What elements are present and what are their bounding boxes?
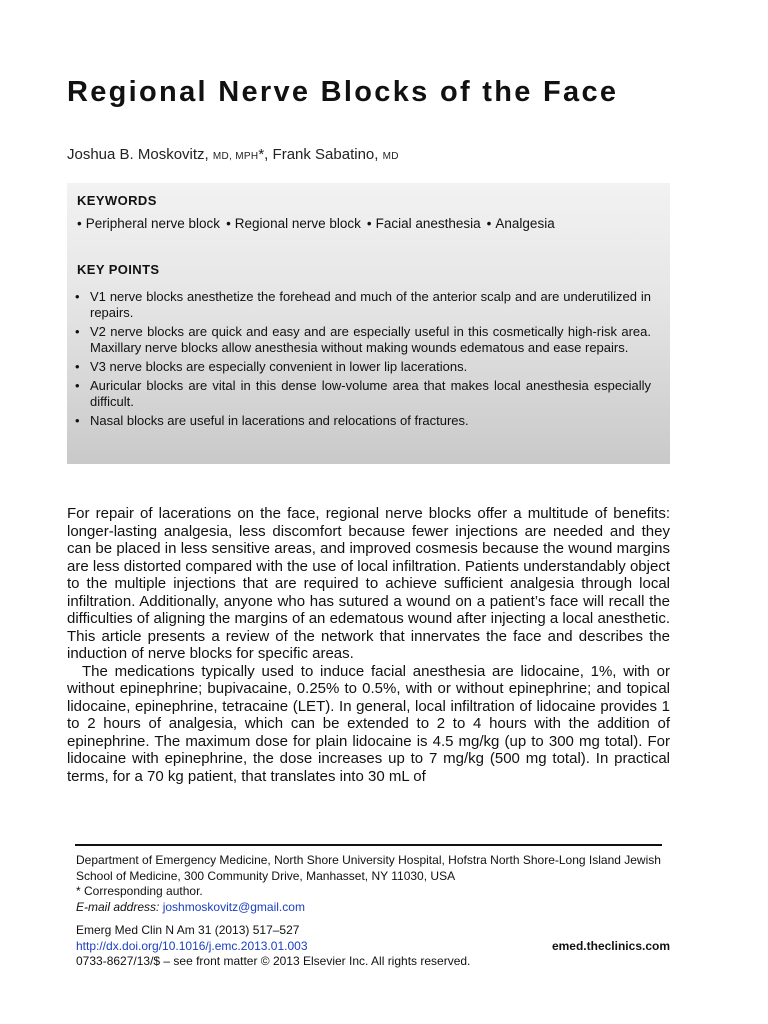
keywords-heading: KEYWORDS <box>77 193 157 208</box>
email-link[interactable]: joshmoskovitz@gmail.com <box>162 899 305 914</box>
key-point-bullet: • <box>75 324 80 339</box>
key-points-list <box>75 289 651 432</box>
key-point-bullet: • <box>75 378 80 393</box>
key-point-item <box>75 413 651 429</box>
doi-link[interactable]: http://dx.doi.org/10.1016/j.emc.2013.01.003 <box>76 938 308 953</box>
key-point-text: V2 nerve blocks are quick and easy and are especially useful in this cosmetically high-risk area. Maxillary nerve blocks allow anesthesia without making wounds edematous and ease repairs. <box>90 324 651 355</box>
key-point-bullet: • <box>75 359 80 374</box>
key-point-item <box>75 324 651 356</box>
key-points-box <box>67 183 670 464</box>
key-point-bullet: • <box>75 413 80 428</box>
keyword-item: Regional nerve block <box>234 216 361 231</box>
key-point-item <box>75 289 651 321</box>
article-body <box>67 505 670 785</box>
key-point-text: V3 nerve blocks are especially convenient in lower lip lacerations. <box>90 359 468 374</box>
corresponding-author-note: * Corresponding author. <box>76 884 203 898</box>
author-line <box>67 146 399 163</box>
keyword-bullet: • <box>366 216 372 231</box>
keywords-list <box>75 216 555 231</box>
key-point-text: Nasal blocks are useful in lacerations and relocations of fractures. <box>90 413 469 428</box>
footnotes <box>76 853 670 915</box>
journal-info <box>76 923 670 970</box>
keyword-bullet: • <box>486 216 492 231</box>
journal-site[interactable]: emed.theclinics.com <box>551 938 670 953</box>
body-paragraph-1: For repair of lacerations on the face, regional nerve blocks offer a multitude of benefits: longer-lasting analgesia, less discomfort because fewer injections are needed and they can be placed in less sensitive areas, and improved cosmesis because the wound margins are less distorted compared with the use of local infiltration. Patients understandably object to the multiple injections that are required to achieve sufficient analgesia through local infiltration. Additionally, anyone who has sutured a wound on a patient’s face will recall the difficulties of aligning the margins of an edematous wound after injecting a local anesthetic. This article presents a review of the network that innervates the face and describes the induction of nerve blocks for specific areas. <box>67 505 670 662</box>
author-1-name: Joshua B. Moskovitz, <box>67 146 209 163</box>
author-2-name: Frank Sabatino, <box>272 146 379 163</box>
affiliation: Department of Emergency Medicine, North Shore University Hospital, Hofstra North Shore-Long Island Jewish School of Medicine, 300 Community Drive, Manhasset, NY 11030, USA <box>76 853 661 883</box>
article-title: Regional Nerve Blocks of the Face <box>67 76 619 108</box>
keyword-item: Peripheral nerve block <box>85 216 221 231</box>
journal-citation: Emerg Med Clin N Am 31 (2013) 517–527 <box>76 923 300 937</box>
keyword-bullet: • <box>77 216 82 231</box>
key-point-item <box>75 359 651 375</box>
key-point-bullet: • <box>75 289 80 304</box>
body-paragraph-2: The medications typically used to induce facial anesthesia are lidocaine, 1%, with or without epinephrine; bupivacaine, 0.25% to 0.5%, with or without epinephrine; and topical lidocaine, epinephrine, tetracaine (LET). In general, local infiltration of lidocaine provides 1 to 2 hours of analgesia, which can be extended to 2 to 4 hours with the addition of epinephrine. The maximum dose for plain lidocaine is 4.5 mg/kg (up to 300 mg total). For lidocaine with epinephrine, the dose increases up to 7 mg/kg (500 mg total). In practical terms, for a 70 kg patient, that translates into 30 mL of <box>67 662 670 785</box>
keyword-item: Facial anesthesia <box>375 216 481 231</box>
author-2-degrees: MD <box>382 151 399 162</box>
key-point-text: Auricular blocks are vital in this dense low-volume area that makes local anesthesia especially difficult. <box>90 378 651 409</box>
email-label: E-mail address: <box>76 899 160 914</box>
corresponding-mark: *, <box>258 146 269 163</box>
author-1-degrees: MD, MPH <box>212 151 259 162</box>
key-point-text: V1 nerve blocks anesthetize the forehead and much of the anterior scalp and are underutilized in repairs. <box>90 289 651 320</box>
email-line <box>76 900 670 916</box>
keyword-item: Analgesia <box>495 216 555 231</box>
copyright-notice: 0733-8627/13/$ – see front matter © 2013 Elsevier Inc. All rights reserved. <box>76 954 471 968</box>
keyword-bullet: • <box>226 216 231 231</box>
key-point-item <box>75 378 651 410</box>
key-points-heading: KEY POINTS <box>77 262 160 277</box>
footnote-divider <box>75 844 662 846</box>
